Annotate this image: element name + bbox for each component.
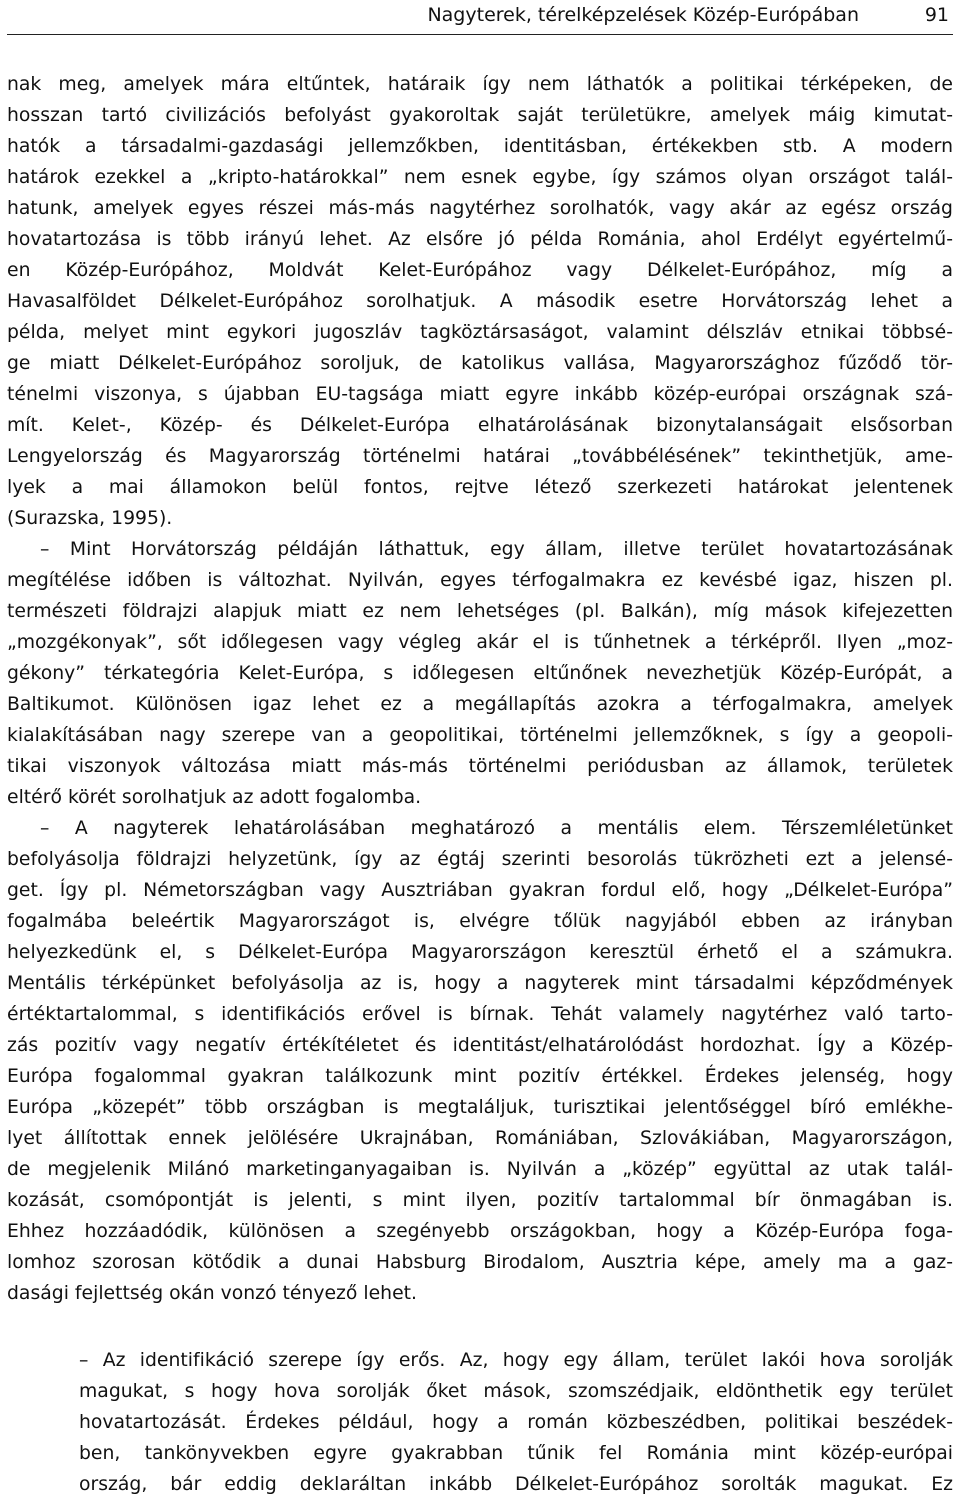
text-line: hosszan tartó civilizációs befolyást gyakoroltak saját területükre, amelyek máig kimutat-	[7, 105, 953, 126]
text-line: hovatartozása is több irányú lehet. Az elsőre jó példa Románia, ahol Erdélyt egyértelmű-	[7, 229, 953, 250]
text-line: Havasalföldet Délkelet-Európához sorolhatjuk. A második esetre Horvátország lehet a	[7, 291, 953, 312]
text-line: lomhoz szorosan kötődik a dunai Habsburg Birodalom, Ausztria képe, amely ma a gaz-	[7, 1252, 953, 1273]
text-line: de megjelenik Milánó marketinganyagaiban is. Nyilván a „közép” együttal az utak talál-	[7, 1159, 953, 1180]
indented-text-line: ország, bár eddig deklaráltan inkább Délkelet-Európához sorolták magukat. Ez	[79, 1474, 953, 1495]
text-line: nak meg, amelyek mára eltűntek, határaik így nem láthatók a politikai térképeken, de	[7, 74, 953, 95]
text-line: en Közép-Európához, Moldvát Kelet-Európához vagy Délkelet-Európához, míg a	[7, 260, 953, 281]
text-line: dasági fejlettség okán vonzó tényező lehet.	[7, 1283, 418, 1304]
indented-text-line: hovatartozását. Érdekes például, hogy a román közbeszédben, politikai beszédek-	[79, 1412, 953, 1433]
text-line: „mozgékonyak”, sőt időlegesen vagy végleg akár el is tűnhetnek a térképről. Ilyen „moz-	[7, 632, 953, 653]
page-number: 91	[924, 4, 949, 26]
page-header	[7, 0, 953, 35]
indented-text-line: ben, tankönyvekben egyre gyakrabban tűnik fel Románia mint közép-európai	[79, 1443, 953, 1464]
text-line: Lengyelország és Magyarország történelmi határai „továbbélésének” tekinthetjük, ame-	[7, 446, 953, 467]
text-line: Mentális térképünket befolyásolja az is, hogy a nagyterek mint társadalmi képződmények	[7, 973, 953, 994]
text-line: Európa „közepét” több országban is megtaláljuk, turisztikai jelentőséggel bíró emlékhe-	[7, 1097, 953, 1118]
text-line: gékony” térkategória Kelet-Európa, s időlegesen eltűnőnek nevezhetjük Közép-Európát, a	[7, 663, 953, 684]
indented-text-line: magukat, s hogy hova sorolják őket mások, szomszédjaik, eldönthetik egy terület	[79, 1381, 953, 1402]
text-line: eltérő körét sorolhatjuk az adott fogalomba.	[7, 787, 422, 808]
text-line: lyek a mai államokon belül fontos, rejtve létező szerkezeti határokat jelentenek	[7, 477, 953, 498]
text-line: megítélése időben is változhat. Nyilván, egyes térfogalmakra ez kevésbé igaz, hiszen pl.	[7, 570, 953, 591]
text-line: kozását, csomópontját is jelenti, s mint ilyen, pozitív tartalommal bír önmagában is.	[7, 1190, 953, 1211]
text-line: mít. Kelet-, Közép- és Délkelet-Európa elhatárolásának bizonytalanságait elsősorban	[7, 415, 953, 436]
text-line: get. Így pl. Németországban vagy Ausztriában gyakran fordul elő, hogy „Délkelet-Európa”	[7, 880, 953, 901]
text-line: kialakításában nagy szerepe van a geopolitikai, történelmi jellemzőknek, s így a geopoli-	[7, 725, 953, 746]
text-line: ténelmi viszonya, s újabban EU-tagsága miatt egyre inkább közép-európai országnak szá-	[7, 384, 953, 405]
text-line: hatók a társadalmi-gazdasági jellemzőkben, identitásban, értékekben stb. A modern	[7, 136, 953, 157]
text-line: fogalmába beleértik Magyarországot is, elvégre tőlük nagyjából ebben az irányban	[7, 911, 953, 932]
text-line: (Surazska, 1995).	[7, 508, 173, 529]
running-title: Nagyterek, térelképzelések Közép-Európában	[427, 4, 859, 26]
text-line: tikai viszonyok változása miatt más-más történelmi periódusban az államok, területek	[7, 756, 953, 777]
text-line: Európa fogalommal gyakran találkozunk mint pozitív értékkel. Érdekes jelenség, hogy	[7, 1066, 953, 1087]
text-line: Baltikumot. Különösen igaz lehet ez a megállapítás azokra a térfogalmakra, amelyek	[7, 694, 953, 715]
text-line: természeti földrajzi alapjuk miatt ez nem lehetséges (pl. Balkán), míg mások kifejezetten	[7, 601, 953, 622]
text-line: értéktartalommal, s identifikációs erővel is bírnak. Tehát valamely nagytérhez való tarto-	[7, 1004, 953, 1025]
text-line: hatunk, amelyek egyes részei más-más nagytérhez sorolhatók, vagy akár az egész ország	[7, 198, 953, 219]
text-line: zás pozitív vagy negatív értékítéletet és identitást/elhatárolódást hordozhat. Így a Közép-	[7, 1035, 953, 1056]
text-line: befolyásolja földrajzi helyzetünk, így az égtáj szerinti besorolás tükrözheti ezt a jelensé-	[7, 849, 953, 870]
paragraph-first-line: – Mint Horvátország példáján láthattuk, egy állam, illetve terület hovatartozásának	[40, 539, 953, 560]
indented-paragraph-first-line: – Az identifikáció szerepe így erős. Az, hogy egy állam, terület lakói hova sorolják	[79, 1350, 953, 1371]
text-line: helyezkedünk el, s Délkelet-Európa Magyarországon keresztül érhető el a számukra.	[7, 942, 953, 963]
text-line: ge miatt Délkelet-Európához soroljuk, de katolikus vallása, Magyarországhoz fűződő tör-	[7, 353, 953, 374]
text-line: határok ezekkel a „kripto-határokkal” nem esnek egybe, így számos olyan országot talál-	[7, 167, 953, 188]
text-line: példa, melyet mint egykori jugoszláv tagköztársaságot, valamint délszláv etnikai többsé-	[7, 322, 953, 343]
text-line: Ehhez hozzáadódik, különösen a szegényebb országokban, hogy a Közép-Európa foga-	[7, 1221, 953, 1242]
text-line: lyet állítottak ennek jelölésére Ukrajnában, Romániában, Szlovákiában, Magyarországon,	[7, 1128, 953, 1149]
paragraph-first-line: – A nagyterek lehatárolásában meghatározó a mentális elem. Térszemléletünket	[40, 818, 953, 839]
